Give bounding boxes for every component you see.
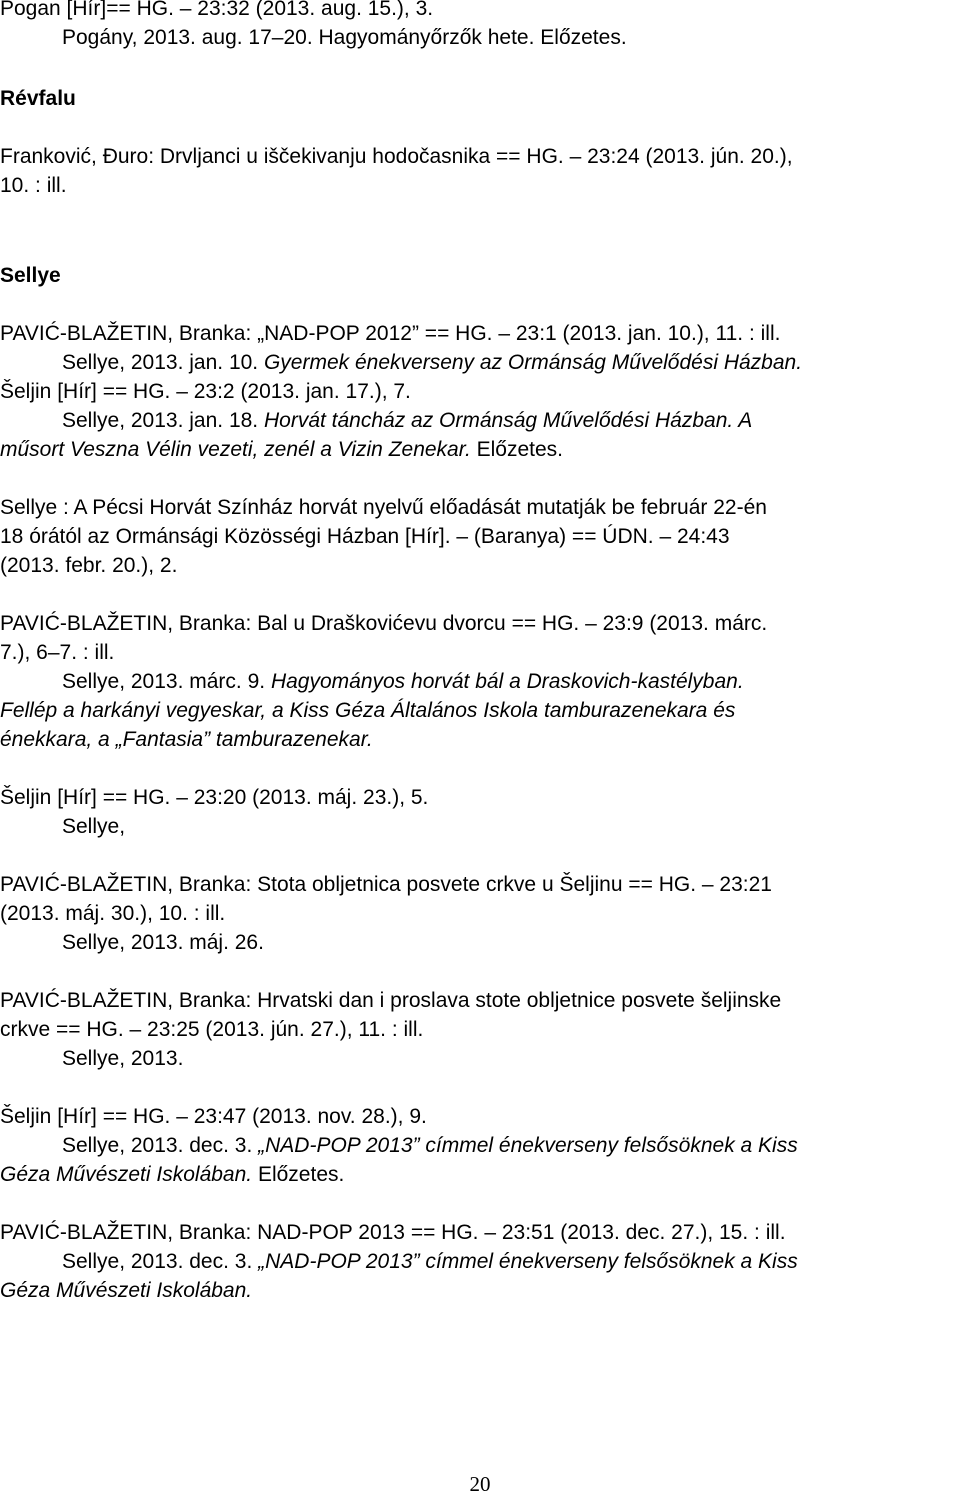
entry-line: Sellye, 2013.	[62, 1047, 184, 1070]
note-suffix: Előzetes.	[470, 438, 564, 461]
entry-sellye-1	[0, 319, 958, 377]
location-date: Sellye, 2013. dec. 3.	[62, 1134, 253, 1157]
spacer	[0, 1189, 958, 1218]
spacer	[0, 290, 958, 319]
entry-revfalu	[0, 142, 958, 200]
entry-line: Pogan [Hír]== HG. – 23:32 (2013. aug. 15.), 3.	[0, 0, 434, 20]
spacer	[0, 113, 958, 142]
entry-line: PAVIĆ-BLAŽETIN, Branka: Stota obljetnica posvete crkve u Šeljinu == HG. – 23:21	[0, 873, 772, 896]
spacer	[0, 841, 958, 870]
spacer	[0, 957, 958, 986]
note-suffix: Előzetes.	[252, 1163, 345, 1186]
spacer	[0, 200, 958, 232]
event-note: műsort Veszna Vélin vezeti, zenél a Vizin Zenekar.	[0, 438, 471, 461]
event-note: „NAD-POP 2013” címmel énekverseny felsősöknek a Kiss	[252, 1250, 798, 1273]
entry-line: Géza Művészeti Iskolában.	[0, 1279, 253, 1302]
event-note: Horvát táncház az Ormánság Művelődési Házban. A	[258, 409, 753, 432]
entry-line: Franković, Đuro: Drvljanci u iščekivanju hodočasnika == HG. – 23:24 (2013. jún. 20.),	[0, 145, 793, 168]
spacer	[0, 1073, 958, 1102]
entry-sellye-9	[0, 1218, 958, 1305]
event-note: Hagyományos horvát bál a Draskovich-kastélyban.	[265, 670, 744, 693]
entry-line: PAVIĆ-BLAŽETIN, Branka: Hrvatski dan i proslava stote obljetnice posvete šeljinske	[0, 989, 782, 1012]
entry-line	[0, 435, 958, 464]
entry-line: Šeljin [Hír] == HG. – 23:20 (2013. máj. 23.), 5.	[0, 786, 429, 809]
location-date: Sellye, 2013. márc. 9.	[62, 670, 266, 693]
entry-line: PAVIĆ-BLAŽETIN, Branka: „NAD-POP 2012” == HG. – 23:1 (2013. jan. 10.), 11. : ill.	[0, 322, 781, 345]
event-note: Gyermek énekverseny az Ormánság Művelődési Házban.	[258, 351, 803, 374]
entry-line: Sellye : A Pécsi Horvát Színház horvát nyelvű előadását mutatják be február 22-én	[0, 496, 767, 519]
entry-line: PAVIĆ-BLAŽETIN, Branka: NAD-POP 2013 == HG. – 23:51 (2013. dec. 27.), 15. : ill.	[0, 1221, 786, 1244]
section-heading-revfalu: Révfalu	[0, 87, 76, 110]
entry-line: Šeljin [Hír] == HG. – 23:2 (2013. jan. 17.), 7.	[0, 380, 411, 403]
entry-line: énekkara, a „Fantasia” tamburazenekar.	[0, 728, 373, 751]
entry-line: Fellép a harkányi vegyeskar, a Kiss Géza Általános Iskola tamburazenekara és	[0, 699, 736, 722]
entry-sellye-2	[0, 377, 958, 464]
entry-sellye-6	[0, 870, 958, 957]
entry-sellye-4	[0, 609, 958, 754]
entry-line: (2013. máj. 30.), 10. : ill.	[0, 902, 226, 925]
location-date: Sellye, 2013. jan. 10.	[62, 351, 259, 374]
event-note: Géza Művészeti Iskolában.	[0, 1163, 253, 1186]
entry-line: Sellye,	[62, 815, 126, 838]
entry-line: 7.), 6–7. : ill.	[0, 641, 115, 664]
location-date: Sellye, 2013. jan. 18.	[62, 409, 259, 432]
entry-line	[0, 1160, 958, 1189]
entry-line: Sellye, 2013. máj. 26.	[62, 931, 264, 954]
spacer	[0, 232, 958, 261]
entry-line	[0, 406, 958, 435]
entry-pogany	[0, 0, 958, 52]
entry-line: 10. : ill.	[0, 174, 67, 197]
spacer	[0, 754, 958, 783]
entry-sellye-7	[0, 986, 958, 1073]
entry-line: Pogány, 2013. aug. 17–20. Hagyományőrzők hete. Előzetes.	[62, 26, 627, 49]
entry-line	[0, 1247, 958, 1276]
entry-line	[0, 348, 958, 377]
spacer	[0, 52, 958, 84]
entry-sellye-8	[0, 1102, 958, 1189]
entry-line: PAVIĆ-BLAŽETIN, Branka: Bal u Draškovićevu dvorcu == HG. – 23:9 (2013. márc.	[0, 612, 768, 635]
entry-line: Šeljin [Hír] == HG. – 23:47 (2013. nov. 28.), 9.	[0, 1105, 427, 1128]
spacer	[0, 580, 958, 609]
page-number: 20	[469, 1472, 491, 1496]
spacer	[0, 464, 958, 493]
entry-line	[0, 1131, 958, 1160]
entry-line: 18 órától az Ormánsági Közösségi Házban [Hír]. – (Baranya) == ÚDN. – 24:43	[0, 525, 730, 548]
event-note: „NAD-POP 2013” címmel énekverseny felsősöknek a Kiss	[252, 1134, 798, 1157]
entry-sellye-3	[0, 493, 958, 580]
entry-sellye-5	[0, 783, 958, 841]
entry-line: (2013. febr. 20.), 2.	[0, 554, 178, 577]
section-heading-sellye: Sellye	[0, 264, 61, 287]
entry-line	[0, 667, 958, 696]
location-date: Sellye, 2013. dec. 3.	[62, 1250, 253, 1273]
entry-line: crkve == HG. – 23:25 (2013. jún. 27.), 11. : ill.	[0, 1018, 424, 1041]
